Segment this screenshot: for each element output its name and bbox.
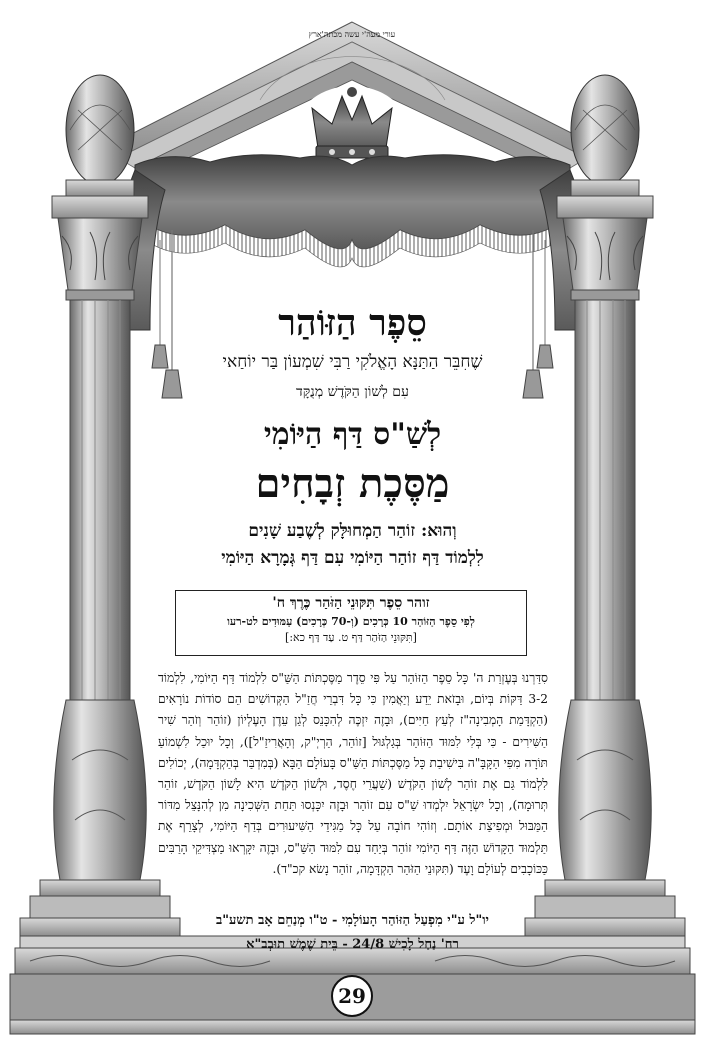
body-paragraph: סִדַּרְנוּ בְּעֶזְרַת ה' כָּל סֵפֶר הַזּוֹהַר עַל פִּי סֵדֶר מַסֶּכְתּוֹת הַשַּׁ"ס לִלְמוֹד דַּף הַיּוֹמִי, לִלְמוֹד 3-2 דַּקּוֹת בְּיוֹם, וּבָזֹאת יֵדַע וְיַאֲמִין כִּי כָּל דִּבְרֵי חֲזַ"ל הַקְּדוֹשִׁים הֵם סוֹדוֹת נוֹרָאִים (הַקְדָּמַת הָמְבִינָה"ז לְעֵץ חַיִּים), וּבָזֶה יִזְכֶּה לְהִכָּנֵס לְגַן עֵדֶן הָעֶלְיוֹן (זוֹהַר וְזֹהַר שִׁיר הַשִּׁירִים - כִּי בְּלִי לִמּוּד הַזּוֹהַר בְּגַלְגּוּל [זוֹהַר, הַרְיְ"ק, וְהָאֲרִיזַ"ל]), וְכָל יוּכַל לִשְׁמוֹעַ תּוֹרָה מִפִּי הַקָּבָּ"ה בִּישִׁיבַת כָּל מַסֶּכְתּוֹת הַשַּׁ"ס בָּעוֹלָם הַבָּא (בְּמִדְבַּר בְּהַקְדָּמָה), יְכוֹלִים לִלְמוֹד גַּם אֶת זוֹהַר לְשׁוֹן הַקֹּדֶשׁ (שַׁעֲרֵי חֶסֶד, וּלְשׁוֹן הַקֹּדֶשׁ הִיא לָשׁוֹן הַקֹּדֶשׁ, זוֹהַר תְּרוּמָה), וְכָל יִשְׂרָאֵל יִלְמְדוּ שַׁ"ס עִם זוֹהַר וּבָזֶה יִכָּנְסוּ תַּחַת הַשְּׁכִינָה מִן לְהִנָּצֵל מִדּוֹר הַמַּבּוּל וּמְפִיצַת אוֹתָם. וְזוֹהִי חוֹבָה עַל כָּל מַגִּידֵי הַשִּׁיעוּרִים בְּדַף הַיּוֹמִי, לְצָרֵף אֶת תַּלְמוּד הַקָּדוֹשׁ הַזֶּה דַּף הַיּוֹמִי זוֹהַר בְּיַחַד עִם לִמּוּד הַשַּׁ"ס, וּבָזֶה יִקָּרְאוּ מַצְדִּיקֵי הָרַבִּים כַּכּוֹכָבִים לְעוֹלָם וָעֶד (תִּקּוּנֵי הַזֹּהַר הַקְדָּמָה, זוֹהַר נָשׂא קכ"ד). <box>158 671 548 876</box>
author-line: שֶׁחִבֵּר הַתַּנָּא הָאֱלֹקִי רַבִּי שִׁמְעוֹן בַּר יוֹחַאי <box>222 352 483 372</box>
volume-info-box <box>175 590 527 656</box>
study-line: לִלְמוֹד דַּף זוֹהַר הַיּוֹמִי עִם דַּף גְּמָרָא הַיּוֹמִי <box>221 548 484 568</box>
tractate-title: מַסֶּכֶת זְבָחִים <box>255 460 450 507</box>
arch-motto: עורי מעה'י עשה מכתה'ארץ <box>308 30 396 39</box>
volume-title: זוהר סֵפֶר תִּקּוּנֵי הַזֹּהַר כֶּרֶךְ ח' <box>272 595 430 611</box>
language-line: עִם לְשׁוֹן הַקֹּדֶשׁ מְנֻקָּד <box>296 384 409 400</box>
page-number: 29 <box>331 975 373 1017</box>
address-line: רח' נַחַל לָכִישׁ 24/8 - בֵּית שֶׁמֶשׁ תוּבְב"א <box>246 937 459 952</box>
volume-range: [תִּקּוּנֵי הַזֹּהַר דַּף ט. עַד דַּף כא:] <box>285 631 417 644</box>
program-description: וְהוּא: זוֹהַר הַמְחוּלָּק לְשֶׁבַע שָׁנִים <box>248 521 457 541</box>
program-title: לְשַׁ"ס דַּף הַיּוֹמִי <box>263 417 442 452</box>
publisher-line: יו"ל ע"י מִפְעַל הַזּוֹהַר הָעוֹלָמִי - ט"ו מְנַחֵם אָב תשע"ב <box>216 913 489 928</box>
book-title: סֵפֶר הַזּוֹהַר <box>278 302 427 344</box>
volume-pages: לְפִי סֵפֶר הַזּוֹהַר 10 כְּרָכִים (וְ-70 כְּרָכִים) עַמּוּדִים לט-רעו <box>227 615 475 628</box>
